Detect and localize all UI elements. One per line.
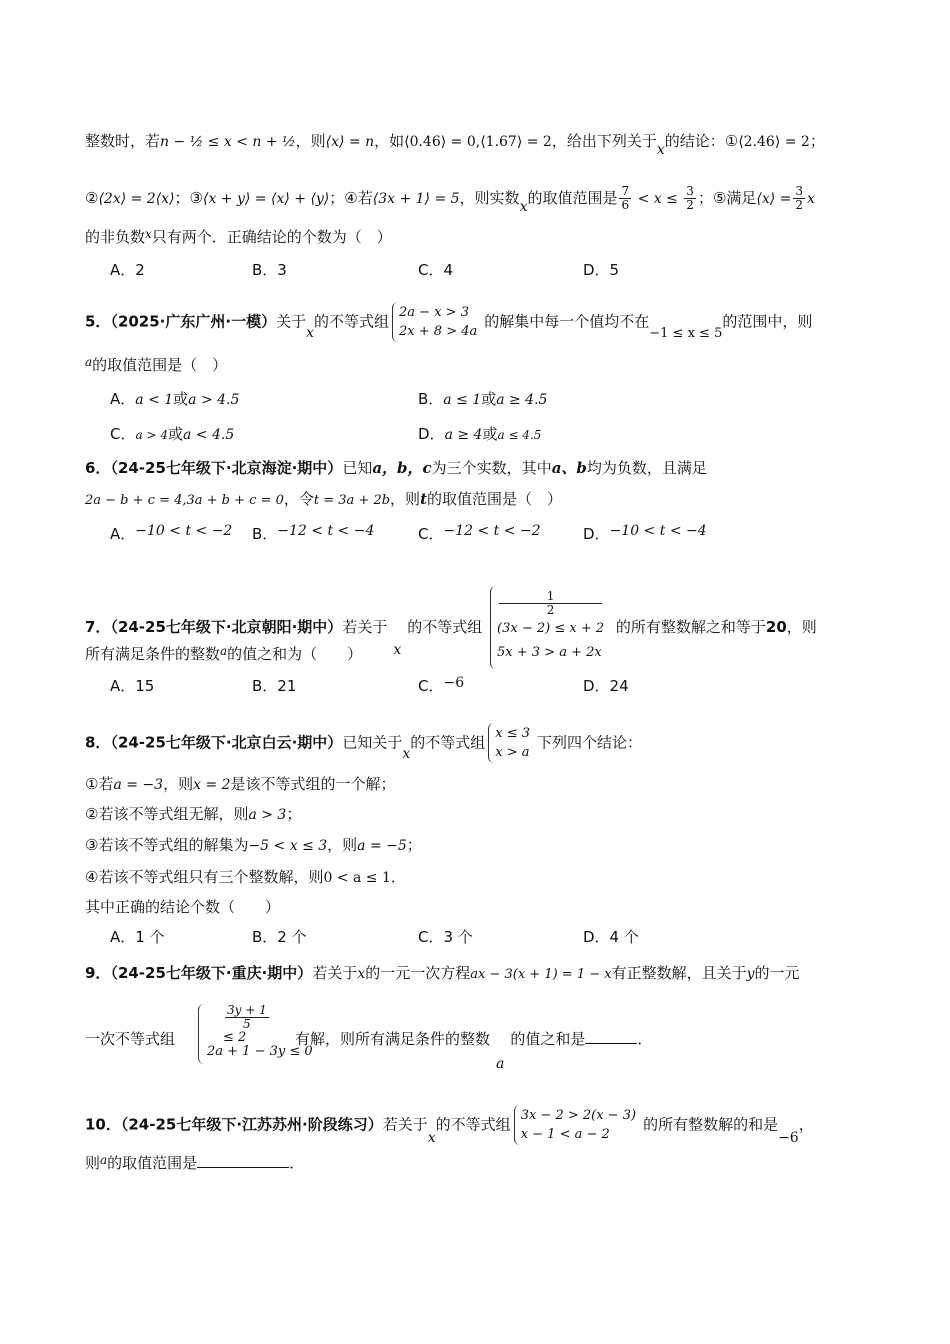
text: 一次不等式组 [85, 1030, 176, 1048]
answer-blank[interactable] [585, 1029, 637, 1044]
option-label: A． [110, 525, 136, 543]
q8-conclusion-1: ①若a = −3，则x = 2是该不等式组的一个解； [85, 775, 396, 793]
q5-option-d [418, 423, 541, 446]
inequality-2: 2a + 1 − 3y ≤ 0 [207, 1044, 313, 1059]
math-number: −6 [778, 1129, 799, 1146]
text: 的不等式组 [410, 733, 486, 752]
math-var: t [420, 490, 427, 508]
text: 下列四个结论： [537, 733, 643, 752]
math-vars: a，b，c [372, 459, 432, 477]
inequality: x ≤ 3 [495, 726, 531, 741]
question-number: 9． [85, 964, 111, 982]
option-label: C． [418, 525, 444, 543]
text: 的取值范围是 [527, 189, 618, 207]
q4-line-1 [85, 130, 825, 158]
fraction: 3y + 1 5 [227, 1003, 267, 1031]
option-label: D． [418, 425, 445, 443]
inequality: x > a [495, 745, 530, 760]
math: a > 4.5 [188, 392, 240, 408]
number: 20 [765, 618, 787, 636]
text: 的非负数 [85, 228, 146, 246]
math-definition: ⟨x⟩ = n [325, 134, 375, 150]
math-range: −1 ≤ x ≤ 5 [649, 325, 723, 341]
text: 的一元一次方程 [365, 964, 471, 982]
option-label: C． [110, 425, 136, 443]
q8-line-1 [85, 723, 642, 763]
q7-option-b: B．21 [252, 677, 297, 695]
q10-line-2: 则$^a$的取值范围是 ． [85, 1153, 305, 1172]
math-equation: ax − 3(x + 1) = 1 − x [470, 967, 612, 982]
math-var: x [519, 199, 528, 215]
question-source: （24-25七年级下·北京白云·期中） [110, 733, 343, 752]
q7-option-a: A．15 [110, 677, 155, 695]
question-number: 7． [85, 618, 111, 636]
text: ； [809, 132, 825, 150]
inequality-2: 5x + 3 > a + 2x [497, 645, 602, 660]
fraction-3-2: $\frac{3}{2}$ [795, 184, 804, 212]
text: 整数时，若 [85, 132, 161, 150]
inequality-1 [497, 590, 604, 641]
q8-ask: 其中正确的结论个数（ ） [85, 898, 281, 916]
math: a ≤ 4.5 [497, 428, 542, 442]
q4-line-3 [85, 226, 392, 249]
math: −10 < t < −2 [135, 523, 233, 539]
text: ，则实数 [459, 189, 520, 207]
math: a > 3 [248, 807, 287, 823]
text: ，给出下列关于 [551, 132, 657, 150]
inequality: x − 1 < a − 2 [520, 1127, 610, 1142]
math-let: t = 3a + 2b [313, 493, 391, 508]
fraction-1-2: 1 2 [499, 590, 602, 617]
q8-option-b: B．2 个 [252, 928, 307, 946]
q4-line-2: ②⟨2x⟩ = 2⟨x⟩；③⟨x + y⟩ = ⟨x⟩ + ⟨y⟩；④若⟨3x + 1⟩ = 5，则实数x的取值范围是 $\frac{7}{6}$ < x ≤ $\frac{3}{2}$ ；⑤满足⟨x⟩ = $\frac{3}{2}$ x [85, 184, 815, 215]
math-example: ⟨0.46⟩ = 0,⟨1.67⟩ = 2 [404, 134, 552, 150]
q7-option-d: D．24 [583, 677, 629, 695]
math: 0 < a ≤ 1 [323, 870, 391, 886]
math-var: x [427, 1129, 436, 1146]
math-equations: 2a − b + c = 4,3a + b + c = 0 [85, 493, 284, 508]
text: 有正整数解，且关于 [611, 964, 747, 982]
question-source: （2025·广东广州·一模） [110, 312, 277, 331]
q5-option-a [110, 388, 239, 411]
text: ；③ [174, 189, 203, 207]
question-source: （24-25七年级下·北京朝阳·期中） [110, 618, 343, 636]
option-label: D． [583, 525, 610, 543]
question-number: 5． [85, 312, 111, 331]
text: 的取值范围是（ ） [427, 490, 563, 508]
math-var: x [145, 227, 152, 241]
question-number: 10． [85, 1115, 121, 1134]
text: ，则 [390, 490, 421, 508]
question-source: （24-25七年级下·重庆·期中） [110, 964, 313, 982]
text: ；⑤满足 [697, 189, 757, 207]
q9-line-2 [85, 1003, 653, 1072]
math: −12 < t < −4 [277, 523, 375, 539]
q6-line-2 [85, 488, 562, 512]
q10-line-1 [85, 1105, 814, 1145]
q5-line-2 [85, 354, 227, 377]
math-vars: a、b [551, 459, 587, 477]
text: 或 [482, 425, 498, 443]
text: 的取值范围是（ ） [92, 356, 228, 374]
text: 或 [167, 425, 183, 443]
math-var: x [393, 642, 402, 658]
math: a ≥ 4.5 [496, 392, 548, 408]
text: 关于 [276, 312, 307, 331]
text: 若关于 [382, 1115, 428, 1134]
fraction-7-6: $\frac{7}{6}$ [621, 184, 630, 212]
text: ，则 [786, 618, 817, 636]
q8-conclusion-4: ④若该不等式组只有三个整数解，则0 < a ≤ 1． [85, 868, 406, 886]
text: ，如 [374, 132, 405, 150]
option-label: C． [418, 677, 444, 695]
text: ，令 [283, 490, 314, 508]
math: −10 < t < −4 [609, 523, 707, 539]
fraction-3-2: $\frac{3}{2}$ [686, 184, 694, 212]
text: ， [798, 1115, 814, 1134]
math-var: x [402, 745, 411, 762]
q7-line-2 [85, 643, 362, 666]
math-conclusion-2: ⟨2x⟩ = 2⟨x⟩ [98, 191, 175, 207]
math-var: a [220, 644, 228, 658]
q4-option-c: C．4 [418, 261, 454, 279]
text: 的不等式组 [407, 618, 483, 636]
text: ；④若 [329, 189, 373, 207]
text: 若关于 [342, 618, 388, 636]
option-label: B． [252, 525, 278, 543]
text: ② [85, 189, 99, 207]
inequality-system [392, 302, 481, 342]
inequality: 3x − 2 > 2(x − 3) [520, 1108, 637, 1123]
math-var: a [496, 1056, 505, 1072]
math-var: y [746, 966, 755, 982]
math: a = −3 [113, 777, 164, 793]
math-var: x [357, 966, 366, 982]
text: 的所有整数解之和等于 [615, 618, 766, 636]
math-var: a [85, 355, 93, 369]
math: a < 1 [135, 392, 174, 408]
text: 若关于 [312, 964, 358, 982]
answer-blank[interactable] [197, 1153, 289, 1168]
text: 已知 [342, 459, 373, 477]
text: 或 [481, 390, 497, 408]
text: 只有两个．正确结论的个数为（ ） [151, 228, 392, 246]
inequality: 2x + 8 > 4a [399, 324, 478, 339]
q7-option-c [418, 675, 464, 698]
math-var: x [656, 142, 665, 158]
option-label: B． [418, 390, 444, 408]
q9-line-2-rest: 有解，则所有满足条件的整数a的值之和是 ． [295, 1030, 653, 1072]
q5-line-1 [85, 302, 812, 342]
math: −5 < x ≤ 3 [248, 838, 328, 854]
inequality: 2a − x > 3 [399, 305, 469, 320]
math: x = 2 [193, 777, 231, 793]
math-var: x [306, 324, 315, 341]
text: 为三个实数，其中 [431, 459, 552, 477]
math: −6 [443, 675, 465, 691]
q8-option-c: C．3 个 [418, 928, 473, 946]
question-source: （24-25七年级下·北京海淀·期中） [110, 459, 343, 477]
math: a = −5 [357, 838, 407, 854]
text: 均为负数，且满足 [586, 459, 707, 477]
math-conclusion-1: ⟨2.46⟩ = 2 [738, 134, 810, 150]
text: 的值之和为（ ） [227, 645, 363, 663]
q8-conclusion-3: ③若该不等式组的解集为−5 < x ≤ 3，则a = −5； [85, 836, 422, 854]
math: a ≥ 4 [444, 427, 483, 443]
q8-option-d: D．4 个 [583, 928, 639, 946]
q6-option-b [252, 523, 374, 546]
q5-option-b [418, 388, 547, 411]
math: a ≤ 1 [443, 392, 482, 408]
math: a > 4 [135, 428, 168, 442]
text: 的解集中每一个值均不在 [484, 312, 650, 331]
q4-option-a: A．2 [110, 261, 145, 279]
q8-option-a: A．1 个 [110, 928, 165, 946]
math-condition: n − ½ ≤ x < n + ½ [160, 134, 296, 150]
text: 的所有整数解的和是 [643, 1115, 779, 1134]
q4-option-d: D．5 [583, 261, 620, 279]
q6-option-d [583, 523, 707, 546]
inequality-system [488, 723, 534, 763]
q5-option-c [110, 423, 234, 446]
inequality-1: 3y + 1 5 ≤ 2 [223, 1003, 267, 1045]
text: 的范围中，则 [722, 312, 813, 331]
q6-option-c [418, 523, 541, 546]
question-source: （24-25七年级下·江苏苏州·阶段练习） [120, 1115, 383, 1134]
question-number: 8． [85, 733, 111, 752]
math: a < 4.5 [182, 427, 235, 443]
text: 已知关于 [342, 733, 403, 752]
text: 的一元 [754, 964, 800, 982]
text: 的结论：① [664, 132, 739, 150]
q4-option-b: B．3 [252, 261, 287, 279]
option-label: A． [110, 390, 136, 408]
q9-line-1 [85, 962, 800, 986]
math-conclusion-5: ⟨x⟩ = [756, 191, 792, 207]
math-conclusion-3: ⟨x + y⟩ = ⟨x⟩ + ⟨y⟩ [203, 191, 330, 207]
math-conclusion-4: ⟨3x + 1⟩ = 5 [372, 191, 460, 207]
text: ，则 [295, 132, 326, 150]
math-var: a [100, 1153, 108, 1167]
inequality-system [514, 1105, 640, 1145]
question-number: 6． [85, 459, 111, 477]
text: 的不等式组 [435, 1115, 511, 1134]
math: −12 < t < −2 [443, 523, 541, 539]
q6-line-1 [85, 457, 707, 479]
inequality-rest: (3x − 2) ≤ x + 2 [497, 621, 605, 636]
q8-conclusion-2: ②若该不等式组无解，则a > 3； [85, 805, 302, 823]
text: 所有满足条件的整数 [85, 645, 221, 663]
text: 的不等式组 [314, 312, 390, 331]
q6-option-a [110, 523, 232, 546]
inequality-system [490, 586, 608, 669]
text: 或 [173, 390, 189, 408]
